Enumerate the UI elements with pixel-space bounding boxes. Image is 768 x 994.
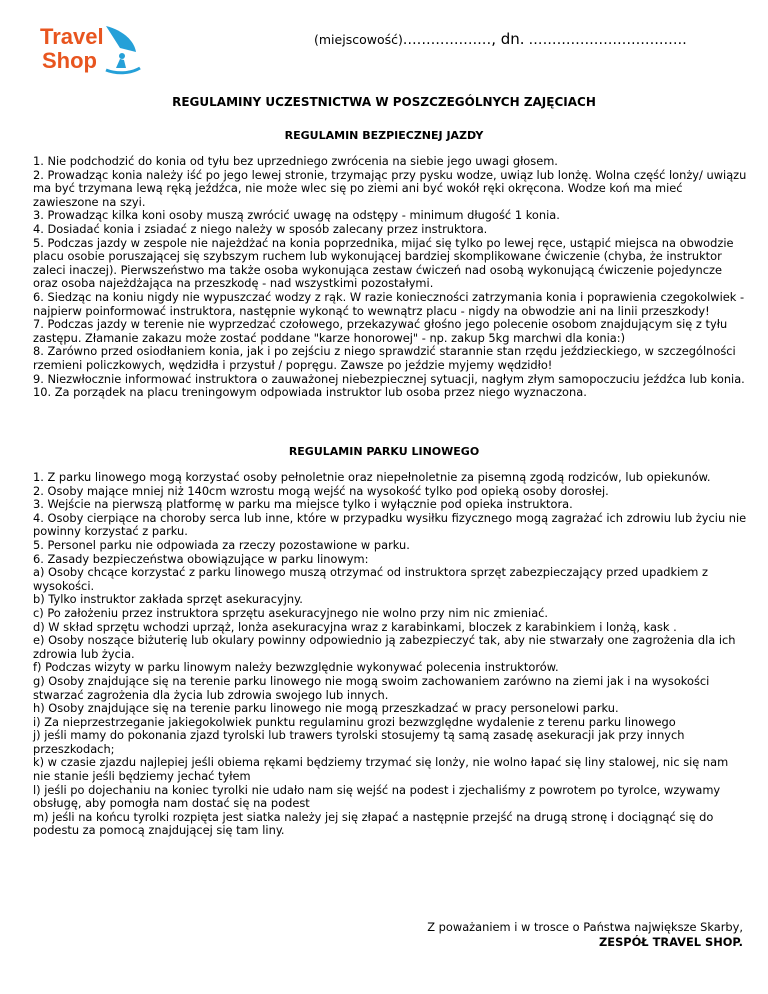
logo-figure-head-icon <box>119 53 125 59</box>
section-title-riding: REGULAMIN BEZPIECZNEJ JAZDY <box>284 129 484 142</box>
closing-block <box>427 920 743 950</box>
riding-rule: 7. Podczas jazdy w terenie nie wyprzedzać czołowego, przekazywać głośno jego polecenie osobom znajdującym się z tyłu zastępu. Złamanie zakazu może zostać poddane "karze honorowej" - np. zakup 5kg marchwi dla konia:) <box>33 317 728 345</box>
riding-rule: 8. Zarówno przed osiodłaniem konia, jak i po zejściu z niego sprawdzić starannie stan rzędu jeździeckiego, w szczególności rzemieni policzkowych, wędzidła i przystuł / popręgu. Zawsze po jeździe myjemy wędzidło! <box>33 344 736 372</box>
rope-park-rule: g) Osoby znajdujące się na terenie parku linowego nie mogą swoim zachowaniem zarówno na ziemi jak i na wysokości stwarzać zagrożenia dla życia lub zdrowia swojego lub innych. <box>33 673 710 702</box>
riding-rule: 6. Siedząc na koniu nigdy nie wypuszczać wodzy z rąk. W razie konieczności zatrzymania konia i poprawienia czegokolwiek - najpierw poinformować instruktora, następnie wykonąć to wewnątrz placu - nigdy na obwodzie ani na linii przeszkody! <box>33 289 745 318</box>
signature: ZESPÓŁ TRAVEL SHOP. <box>599 935 743 949</box>
riding-rule: 9. Niezwłocznie informować instruktora o zauważonej niebezpiecznej sytuacji, nagłym złym samopoczuciu jeźdźca lub konia. <box>33 371 745 386</box>
rope-park-rule: 5. Personel parku nie odpowiada za rzeczy pozostawione w parku. <box>33 537 410 552</box>
rope-park-rule: d) W skład sprzętu wchodzi uprząż, lonża asekuracyjna wraz z karabinkami, bloczek z karabinkiem i lonżą, kask . <box>33 619 677 634</box>
rope-park-rule: e) Osoby noszące biżuterię lub okulary powinny odpowiednio ją zabezpieczyć tak, aby nie stwarzały one zagrożenia dla ich zdrowia lub życia. <box>33 633 736 661</box>
riding-rule: 5. Podczas jazdy w zespole nie najeżdżać na konia poprzednika, mijać się tylko po lewej ręce, ustąpić miejsca na obwodzie placu osobie poruszającej się szybszym ruchem lub wykonującej bardziej skomplikowane ćwiczenie (chyba, że instruktor zaleci inaczej). Pierwszeństwo ma także osoba wykonująca zestaw ćwiczeń nad osobą wykonującą ćwiczenie pojedyncze oraz osoba najeżdżająca na przeszkodę - nad wszystkimi pozostałymi. <box>33 235 734 291</box>
logo-graphic <box>36 22 146 78</box>
rope-park-rule: 6. Zasady bezpieczeństwa obowiązujące w parku linowym: <box>33 551 369 566</box>
place-date-line <box>314 30 754 48</box>
riding-rule: 10. Za porządek na placu treningowym odpowiada instruktor lub osoba przez niego wyznaczona. <box>33 385 587 400</box>
riding-rule: 4. Dosiadać konia i zsiadać z niego należy w sposób zalecany przez instruktora. <box>33 221 488 236</box>
rope-park-rule: i) Za nieprzestrzeganie jakiegokolwiek punktu regulaminu grozi bezwzględne wydalenie z terenu parku linowego <box>33 714 676 729</box>
logo-figure-body-icon <box>116 59 126 68</box>
logo-sail-icon <box>106 26 136 52</box>
rope-park-rule: k) w czasie zjazdu najlepiej jeśli obiema rękami będziemy trzymać się lonży, nie wolno łapać się liny stalowej, nic się nam nie stanie jeśli będziemy jechać tyłem <box>33 755 729 784</box>
riding-rule: 2. Prowadząc konia należy iść po jego lewej stronie, trzymając przy pysku wodze, uwiąz lub lonżę. Wolna część lonży/ uwiązu ma być trzymana lewą ręką jeźdźca, nie może wlec się po ziemi ani być wokół ręki okręcona. Wodze koń ma mieć zawieszone na szyi. <box>33 167 747 209</box>
rope-park-rule: h) Osoby znajdujące się na terenie parku linowego nie mogą przeszkadzać w pracy personelowi parku. <box>33 701 619 716</box>
travel-shop-logo <box>36 22 146 78</box>
place-label: (miejscowość) <box>314 32 403 47</box>
rope-park-rule: l) jeśli po dojechaniu na koniec tyrolki nie udało nam się wejść na podest i zjechaliśmy z powrotem po tyrolce, wzywamy obsługę, aby pomogła nam dostać się na podest <box>33 782 721 811</box>
riding-rule: 1. Nie podchodzić do konia od tyłu bez uprzedniego zwrócenia na siebie jego uwagi głosem. <box>33 154 558 168</box>
riding-rule: 3. Prowadząc kilka koni osoby muszą zwrócić uwagę na odstępy - minimum długość 1 konia. <box>33 208 560 223</box>
rope-park-rule: a) Osoby chcące korzystać z parku linowego muszą otrzymać od instruktora sprzęt zabezpieczający przed upadkiem z wysokości. <box>33 565 709 593</box>
date-dots: …............................... <box>528 32 687 48</box>
rope-park-rule: j) jeśli mamy do pokonania zjazd tyrolski lub trawers tyrolski stosujemy tą samą zasadę asekuracji jak przy innych przeszkodach; <box>33 728 685 756</box>
rope-park-rule: 1. Z parku linowego mogą korzystać osoby pełnoletnie oraz niepełnoletnie za pisemną zgodą rodziców, lub opiekunów. <box>33 470 711 484</box>
riding-rules-list <box>33 155 749 400</box>
logo-text-shop: Shop <box>42 48 97 73</box>
rope-park-rule: 4. Osoby cierpiące na choroby serca lub inne, które w przypadku wysiłku fizycznego mogą zagrażać ich zdrowiu lub życiu nie powinny korzystać z parku. <box>33 510 747 539</box>
rope-park-rule: b) Tylko instruktor zakłada sprzęt asekuracyjny. <box>33 592 303 607</box>
rope-park-rule: m) jeśli na końcu tyrolki rozpięta jest siatka należy jej się złapać a następnie przejść na drugą stronę i dociągnąć się do podestu za pomocą znajdującej się tam liny. <box>33 809 714 838</box>
logo-wave-icon <box>106 68 140 73</box>
document-title: REGULAMINY UCZESTNICTWA W POSZCZEGÓLNYCH ZAJĘCIACH <box>172 95 596 109</box>
rope-park-rules-list <box>33 471 749 838</box>
rope-park-rule: c) Po założeniu przez instruktora sprzętu asekuracyjnego nie wolno przy nim nic zmieniać. <box>33 605 549 620</box>
rope-park-rule: 3. Wejście na pierwszą platformę w parku ma miejsce tylko i wyłącznie pod opieka instruktora. <box>33 497 573 512</box>
section-title-rope-park: REGULAMIN PARKU LINOWEGO <box>288 445 480 458</box>
place-dots: ................... <box>402 32 492 48</box>
rope-park-rule: 2. Osoby mające mniej niż 140cm wzrostu mogą wejść na wysokość tylko pod opieką osoby dorosłej. <box>33 483 609 498</box>
rope-park-rule: f) Podczas wizyty w parku linowym należy bezwzględnie wykonywać polecenia instruktorów. <box>33 660 559 675</box>
closing-line: Z poważaniem i w trosce o Państwa największe Skarby, <box>427 920 743 934</box>
date-prefix: , dn. <box>491 30 525 48</box>
logo-text-travel: Travel <box>40 24 104 49</box>
